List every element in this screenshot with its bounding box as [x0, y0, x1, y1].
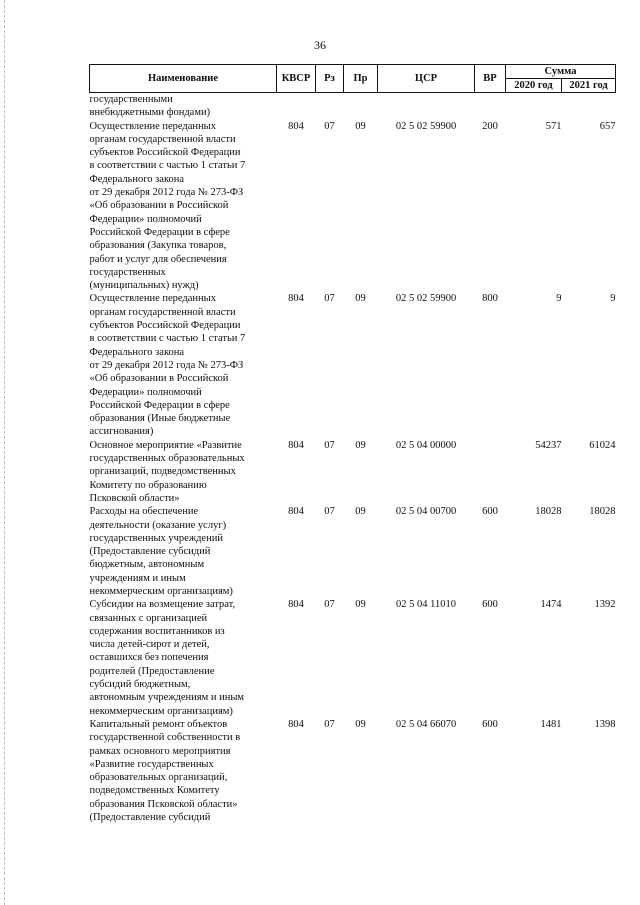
cell-pr: 09 — [355, 293, 366, 305]
cell-pr: 09 — [355, 599, 366, 611]
cell-name: Субсидии на возмещение затрат, связанных с организацией содержания воспитанников из числа детей-сирот и детей, оставшихся без попечения родителей (Предоставление субсидий бюджетным, автономным учреждениям и иным некоммерческим организациям) — [89, 599, 245, 717]
cell-sum-2021: 657 — [599, 120, 616, 132]
header-sum: Сумма — [506, 65, 616, 79]
header-rz: Рз — [316, 65, 344, 93]
header-pr: Пр — [344, 65, 378, 93]
cell-vr: 600 — [482, 506, 498, 518]
cell-rz: 07 — [324, 120, 335, 132]
cell-kvsr: 804 — [288, 599, 304, 611]
cell-pr: 09 — [355, 439, 366, 451]
cell-sum-2021: 9 — [610, 293, 616, 305]
cell-pr — [344, 93, 378, 120]
cell-name: Осуществление переданных органам государственной власти субъектов Российской Федерации в соответствии с частью 1 статьи 7 Федерального закона от 29 декабря 2012 года № 273-ФЗ «Об образовании в Российской Федерации» полномочий Российской Федерации в сфере образования (Иные бюджетные ассигнования) — [89, 293, 246, 438]
page-number: 36 — [314, 38, 326, 52]
cell-sum-2021 — [562, 93, 616, 120]
table-body — [90, 93, 616, 825]
cell-vr: 200 — [482, 120, 498, 132]
table-header — [90, 65, 616, 93]
cell-csr: 02 5 02 59900 — [395, 120, 457, 132]
table-row — [90, 93, 616, 120]
cell-pr: 09 — [355, 718, 366, 730]
header-year-2021: 2021 год — [562, 79, 616, 93]
cell-kvsr: 804 — [288, 718, 304, 730]
cell-csr: 02 5 04 66070 — [395, 718, 457, 730]
cell-pr: 09 — [355, 506, 366, 518]
cell-sum-2020: 54237 — [535, 439, 562, 451]
cell-rz — [316, 93, 344, 120]
cell-sum-2021: 61024 — [589, 439, 616, 451]
cell-csr — [378, 93, 475, 120]
table-row — [90, 598, 616, 718]
cell-vr: 800 — [482, 293, 498, 305]
cell-rz: 07 — [324, 293, 335, 305]
cell-name: Осуществление переданных органам государственной власти субъектов Российской Федерации в соответствии с частью 1 статьи 7 Федерального закона от 29 декабря 2012 года № 273-ФЗ «Об образовании в Российской Федерации» полномочий Российской Федерации в сфере образования (Закупка товаров, работ и услуг для обеспечения государственных (муниципальных) нужд) — [89, 120, 246, 292]
cell-sum-2021: 1392 — [594, 599, 616, 611]
table-row — [90, 505, 616, 598]
table-row — [90, 439, 616, 505]
cell-name: Капитальный ремонт объектов государственной собственности в рамках основного мероприятия «Развитие государственных образовательных организаций, подведомственных Комитету образования Псковской области» (Предоставление субсидий — [89, 718, 241, 824]
cell-csr: 02 5 04 00700 — [395, 506, 457, 518]
budget-table — [89, 64, 616, 824]
header-kvsr: КВСР — [277, 65, 316, 93]
cell-csr: 02 5 02 59900 — [395, 293, 457, 305]
cell-vr — [475, 93, 506, 120]
cell-sum-2020: 1474 — [540, 599, 562, 611]
cell-name: государственными внебюджетными фондами) — [89, 94, 211, 119]
header-vr: ВР — [475, 65, 506, 93]
scan-edge-line — [4, 0, 6, 905]
cell-csr: 02 5 04 00000 — [395, 439, 457, 451]
cell-vr: 600 — [482, 599, 498, 611]
cell-kvsr — [277, 93, 316, 120]
cell-sum-2021: 18028 — [589, 506, 616, 518]
cell-rz: 07 — [324, 439, 335, 451]
cell-rz: 07 — [324, 599, 335, 611]
cell-csr: 02 5 04 11010 — [396, 599, 456, 611]
cell-rz: 07 — [324, 718, 335, 730]
cell-sum-2020: 9 — [556, 293, 562, 305]
cell-name: Основное мероприятие «Развитие государственных образовательных организаций, подведомственных Комитету по образованию Псковской области» — [89, 439, 245, 504]
cell-kvsr: 804 — [288, 506, 304, 518]
cell-vr: 600 — [482, 718, 498, 730]
cell-sum-2020: 571 — [545, 120, 562, 132]
table-row — [90, 718, 616, 824]
cell-vr — [475, 439, 506, 505]
cell-kvsr: 804 — [288, 439, 304, 451]
cell-pr: 09 — [355, 120, 366, 132]
cell-sum-2020: 18028 — [535, 506, 562, 518]
cell-sum-2020: 1481 — [540, 718, 562, 730]
cell-rz: 07 — [324, 506, 335, 518]
cell-kvsr: 804 — [288, 293, 304, 305]
header-year-2020: 2020 год — [506, 79, 562, 93]
table-row — [90, 292, 616, 438]
header-csr: ЦСР — [378, 65, 475, 93]
table-row — [90, 120, 616, 293]
cell-kvsr: 804 — [288, 120, 304, 132]
cell-sum-2021: 1398 — [594, 718, 616, 730]
cell-name: Расходы на обеспечение деятельности (оказание услуг) государственных учреждений (Предоставление субсидий бюджетным, автономным учреждениям и иным некоммерческим организациям) — [89, 506, 233, 597]
cell-sum-2020 — [506, 93, 562, 120]
header-name: Наименование — [90, 65, 277, 93]
